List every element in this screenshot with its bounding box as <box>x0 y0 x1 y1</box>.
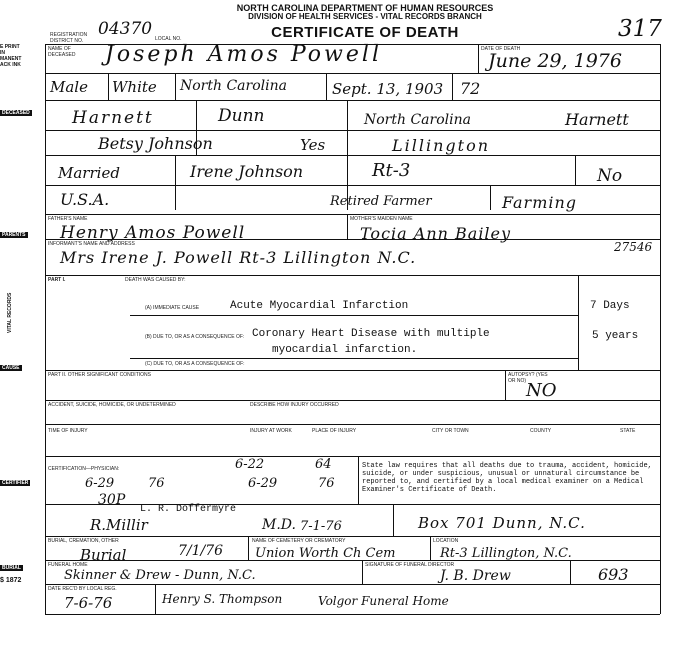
color-value: White <box>112 78 157 96</box>
autopsy-value: NO <box>526 380 557 401</box>
rule <box>347 214 348 239</box>
rule <box>45 560 660 561</box>
certifier-typed-name: L. R. Doffermyre <box>140 504 237 515</box>
rule <box>430 536 431 560</box>
burial-date: 7/1/76 <box>178 543 224 559</box>
rule <box>45 456 660 457</box>
mother-name: Tocia Ann Bailey <box>360 224 512 243</box>
rule <box>130 358 578 359</box>
rule <box>45 239 660 240</box>
section-parents: PARENTS <box>2 232 26 238</box>
date-of-birth: Sept. 13, 1903 <box>332 80 444 98</box>
marital-status: Married <box>58 164 120 182</box>
age-value: 72 <box>460 79 481 98</box>
registrar-note: Volgor Funeral Home <box>318 594 449 608</box>
date-of-death-label: DATE OF DEATH <box>481 46 521 52</box>
registration-label: REGISTRATION DISTRICT NO. <box>50 32 88 44</box>
rule <box>578 275 579 370</box>
section-cause: CAUSE <box>2 365 20 371</box>
last-seen-date: 6-29 <box>248 476 278 491</box>
funeral-home-label: FUNERAL HOME <box>48 562 88 568</box>
rule <box>45 185 660 186</box>
immediate-cause-label: (A) IMMEDIATE CAUSE <box>145 305 200 311</box>
rule <box>575 155 576 185</box>
rule <box>130 315 578 316</box>
rule <box>175 155 176 210</box>
attended-to-year: 76 <box>148 476 165 491</box>
certifier-title: M.D. <box>262 517 296 533</box>
rule <box>478 44 479 73</box>
rule <box>155 584 156 614</box>
certificate-title: CERTIFICATE OF DEATH <box>271 24 459 41</box>
due-to-cause-line-2: myocardial infarction. <box>272 344 418 356</box>
describe-injury-label: DESCRIBE HOW INJURY OCCURRED <box>250 402 339 408</box>
form-right-border <box>660 44 661 614</box>
deceased-name: Joseph Amos Powell <box>105 42 382 67</box>
residence-city: Lillington <box>392 136 491 155</box>
name-label: NAME OF DECEASED <box>48 46 76 58</box>
form-bottom-border <box>45 614 660 615</box>
rule <box>45 424 660 425</box>
injury-at-work-label: INJURY AT WORK <box>250 428 292 434</box>
informant-zip: 27546 <box>614 240 653 254</box>
due-to-cause-line-1: Coronary Heart Disease with multiple <box>252 328 490 340</box>
attended-from: 6-22 <box>235 457 265 472</box>
rule <box>45 130 660 131</box>
division-name: DIVISION OF HEALTH SERVICES - VITAL RECORDS BRANCH <box>248 12 482 21</box>
last-seen-year: 76 <box>318 476 335 491</box>
date-received: 7-6-76 <box>64 594 113 612</box>
rule <box>175 73 176 100</box>
residence-county: Harnett <box>565 110 629 129</box>
burial-method: Burial <box>80 546 127 564</box>
cemetery-name: Union Worth Ch Cem <box>255 546 396 561</box>
sex-value: Male <box>50 78 88 96</box>
burial-method-label: BURIAL, CREMATION, OTHER <box>48 538 119 544</box>
spouse-name: Irene Johnson <box>190 162 304 181</box>
rule <box>45 155 660 156</box>
part1-label: PART I. <box>48 277 66 283</box>
rule <box>490 185 491 210</box>
attended-to: 6-29 <box>85 476 115 491</box>
due-to-label: (B) DUE TO, OR AS A CONSEQUENCE OF: <box>145 334 245 340</box>
rule <box>45 214 660 215</box>
funeral-director-signature: J. B. Drew <box>440 568 511 584</box>
street-address: Rt-3 <box>372 160 411 181</box>
certificate-number: 317 <box>618 16 662 42</box>
rule <box>45 504 660 505</box>
director-signature-label: SIGNATURE OF FUNERAL DIRECTOR <box>365 562 455 568</box>
rule <box>45 275 660 276</box>
father-label: FATHER'S NAME <box>48 216 88 222</box>
rule <box>108 73 109 100</box>
time-of-death: 30P <box>98 492 126 508</box>
rule <box>248 536 249 560</box>
burial-location: Rt-3 Lillington, N.C. <box>440 546 572 561</box>
rule <box>45 370 660 371</box>
attended-from-year: 64 <box>315 457 332 472</box>
section-burial: BURIAL <box>2 565 21 571</box>
consequence-c-label: (C) DUE TO, OR AS A CONSEQUENCE OF: <box>145 361 245 367</box>
accident-label: ACCIDENT, SUICIDE, HOMICIDE, OR UNDETERMINED <box>48 402 176 408</box>
rule <box>570 560 571 584</box>
license-number: 693 <box>598 565 629 584</box>
location-label: LOCATION <box>433 538 459 544</box>
vital-records-label: VITAL RECORDS <box>7 292 13 333</box>
inside-city-limits-residence: No <box>597 166 623 186</box>
immediate-cause: Acute Myocardial Infarction <box>230 300 409 312</box>
physician-certification-label: CERTIFICATION—PHYSICIAN: <box>48 466 120 472</box>
funeral-home: Skinner & Drew - Dunn, N.C. <box>64 568 256 583</box>
kind-of-business: Farming <box>502 193 578 212</box>
certifier-address: Box 701 Dunn, N.C. <box>418 514 586 532</box>
burial-numbers: $ 1872 <box>0 577 22 584</box>
occupation: Retired Farmer <box>330 194 432 209</box>
place-of-injury-label: PLACE OF INJURY <box>312 428 357 434</box>
state-of-birth: North Carolina <box>180 78 287 94</box>
section-certifier: CERTIFIER <box>2 480 29 486</box>
injury-county-label: COUNTY <box>530 428 552 434</box>
print-instruction: E PRINT IN MANENT ACK INK <box>0 44 22 68</box>
rule <box>358 456 359 504</box>
rule <box>45 536 660 537</box>
medical-examiner-notice: State law requires that all deaths due to trauma, accident, homicide, suicide, or under suspicious, unusual or unnatural circumstance be reported to, and certified by a local medical examiner on a Medical Examiner's Certificate of Death. <box>362 462 652 494</box>
informant-name: Mrs Irene J. Powell Rt-3 Lillington N.C. <box>60 248 417 267</box>
rule <box>326 73 327 100</box>
rule <box>45 73 660 74</box>
rule <box>45 100 660 101</box>
citizen-of: U.S.A. <box>60 190 110 209</box>
registration-number: 04370 <box>98 19 153 39</box>
inside-city-limits: Yes <box>300 136 326 154</box>
rule <box>45 584 660 585</box>
local-no-label: LOCAL NO. <box>155 36 182 42</box>
date-received-label: DATE REC'D BY LOCAL REG. <box>48 586 117 592</box>
death-caused-by-label: DEATH WAS CAUSED BY: <box>125 277 186 283</box>
autopsy-label: AUTOPSY? (YES OR NO) <box>508 372 548 384</box>
residence-state: North Carolina <box>364 112 471 128</box>
rule <box>452 73 453 100</box>
hospital-name: Betsy Johnson <box>98 134 213 153</box>
state-department: NORTH CAROLINA DEPARTMENT OF HUMAN RESOURCES <box>236 3 494 13</box>
section-deceased: DECEASED <box>2 110 30 116</box>
date-of-death: June 29, 1976 <box>488 50 622 72</box>
county-of-death: Harnett <box>72 108 154 128</box>
mother-label: MOTHER'S MAIDEN NAME <box>350 216 413 222</box>
date-signed: 7-1-76 <box>300 519 342 534</box>
rule <box>393 504 394 536</box>
father-name: Henry Amos Powell <box>60 223 246 243</box>
rule <box>45 400 660 401</box>
city-of-death: Dunn <box>218 106 265 126</box>
time-of-injury-label: TIME OF INJURY <box>48 428 88 434</box>
registrar-signature: Henry S. Thompson <box>162 592 283 606</box>
injury-state-label: STATE <box>620 428 636 434</box>
certifier-signature: R.Millir <box>90 516 148 534</box>
part2-label: PART II. OTHER SIGNIFICANT CONDITIONS <box>48 372 151 378</box>
immediate-cause-interval: 7 Days <box>590 300 630 312</box>
informant-label: INFORMANT'S NAME AND ADDRESS <box>48 241 135 247</box>
cemetery-label: NAME OF CEMETERY OR CREMATORY <box>252 538 346 544</box>
due-to-interval: 5 years <box>592 330 639 342</box>
injury-city-label: CITY OR TOWN <box>432 428 469 434</box>
rule <box>362 560 363 584</box>
rule <box>505 370 506 400</box>
